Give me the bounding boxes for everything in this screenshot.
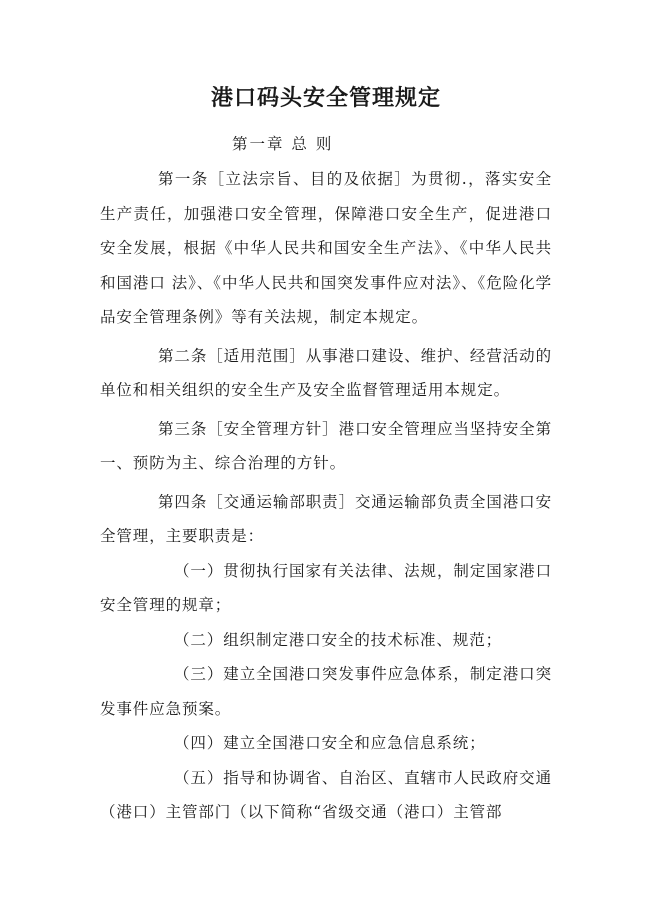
article-2: 第二条［适用范围］从事港口建设、维护、经营活动的单位和相关组织的安全生产及安全监督管理适用本规定。 <box>100 346 552 399</box>
article-4-item-3: （三）建立全国港口突发事件应急体系，制定港口突发事件应急预案。 <box>100 665 552 718</box>
chapter-heading: 第一章 总 则 <box>232 135 334 153</box>
article-1: 第一条［立法宗旨、目的及依据］为贯彻.，落实安全生产责任，加强港口安全管理，保障港口安全生产，促进港口安全发展，根据《中华人民共和国安全生产法》、《中华人民共和国港口 法》、《中华人民共和国突发事件应对法》、《危险化学品安全管理条例》等有关法规，制定本规定。 <box>100 170 552 326</box>
document-page <box>100 78 552 830</box>
article-3: 第三条［安全管理方针］港口安全管理应当坚持安全第一、预防为主、综合治理的方针。 <box>100 419 552 472</box>
article-4-item-5: （五）指导和协调省、自治区、直辖市人民政府交通（港口）主管部门（以下简称“省级交通（港口）主管部 <box>100 768 552 821</box>
article-4: 第四条［交通运输部职责］交通运输部负责全国港口安全管理，主要职责是： <box>100 492 552 545</box>
article-4-item-1: （一）贯彻执行国家有关法律、法规，制定国家港口安全管理的规章； <box>100 561 552 614</box>
article-4-item-2: （二）组织制定港口安全的技术标准、规范； <box>174 630 503 649</box>
document-title: 港口码头安全管理规定 <box>210 86 441 111</box>
article-4-item-4: （四）建立全国港口安全和应急信息系统； <box>174 734 486 752</box>
